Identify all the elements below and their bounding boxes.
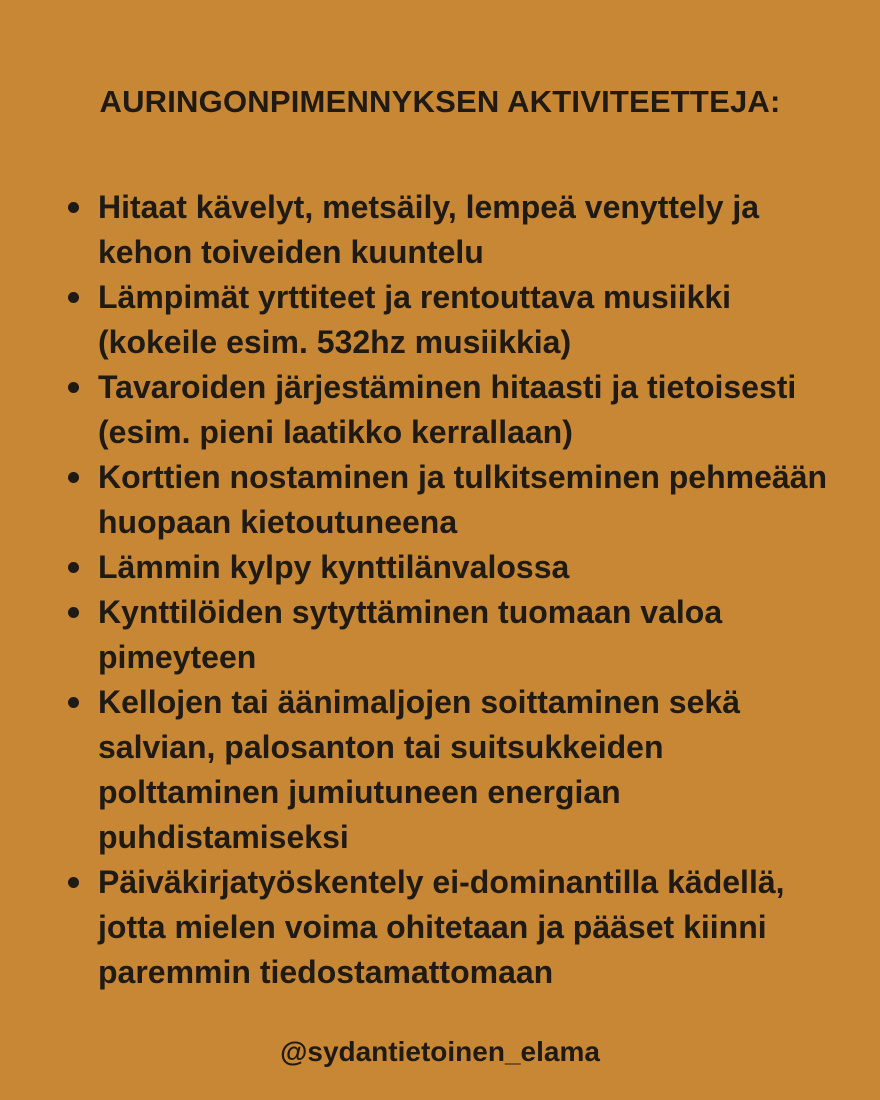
list-item-text: Kynttilöiden sytyttäminen tuomaan valoa pimeyteen <box>98 594 723 675</box>
page-title: AURINGONPIMENNYKSEN AKTIVITEETTEJA: <box>99 84 781 119</box>
list-item <box>98 365 848 455</box>
activity-list <box>98 185 848 995</box>
list-item-text: Lämmin kylpy kynttilänvalossa <box>98 549 570 585</box>
bullet-icon <box>68 292 79 303</box>
list-item <box>98 185 848 275</box>
list-item-text: Lämpimät yrttiteet ja rentouttava musiikki (kokeile esim. 532hz musiikkia) <box>98 279 732 360</box>
social-handle: @sydantietoinen_elama <box>280 1036 600 1067</box>
list-item-text: Kellojen tai äänimaljojen soittaminen sekä salvian, palosanton tai suitsukkeiden polttaminen jumiutuneen energian puhdistamiseksi <box>98 684 740 855</box>
list-item <box>98 590 848 680</box>
list-item <box>98 545 848 590</box>
list-item-text: Korttien nostaminen ja tulkitseminen pehmeään huopaan kietoutuneena <box>98 459 828 540</box>
list-item <box>98 860 848 995</box>
list-item-text: Hitaat kävelyt, metsäily, lempeä venyttely ja kehon toiveiden kuuntelu <box>98 189 760 270</box>
bullet-icon <box>68 472 79 483</box>
bullet-icon <box>68 697 79 708</box>
bullet-icon <box>68 202 79 213</box>
list-item-text: Päiväkirjatyöskentely ei-dominantilla kädellä, jotta mielen voima ohitetaan ja pääset kiinni paremmin tiedostamattomaan <box>98 864 785 990</box>
list-item-text: Tavaroiden järjestäminen hitaasti ja tietoisesti (esim. pieni laatikko kerrallaan) <box>98 369 797 450</box>
bullet-icon <box>68 562 79 573</box>
bullet-icon <box>68 607 79 618</box>
bullet-icon <box>68 877 79 888</box>
list-item <box>98 680 848 860</box>
list-item <box>98 455 848 545</box>
bullet-icon <box>68 382 79 393</box>
list-item <box>98 275 848 365</box>
